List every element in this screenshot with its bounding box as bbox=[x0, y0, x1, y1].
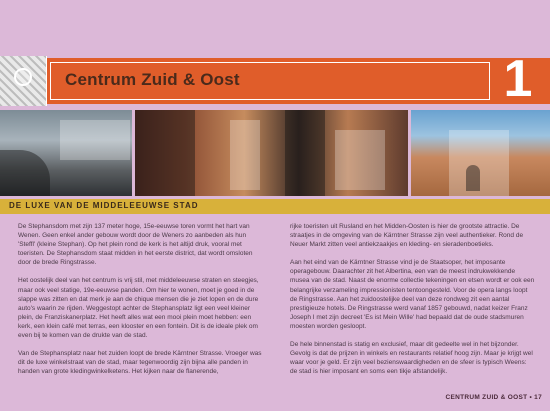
photo-church-facade bbox=[411, 110, 550, 196]
paragraph: De Stephansdom met zijn 137 meter hoge, 15e-eeuwse toren vormt het hart van Wenen. Geen enkel ander gebouw wordt door de Weners zo aanbeden als hun 'Steffl' (kleine Stephan). Op het plein rond de kerk is het altijd druk, vooral met toeristen. De Stephansdom staat midden in het eerste district, dat wordt omsloten door de brede Ringstrasse. bbox=[18, 223, 253, 267]
chapter-title: Centrum Zuid & Oost bbox=[65, 70, 240, 89]
running-footer: CENTRUM ZUID & OOST • 17 bbox=[445, 394, 542, 401]
chapter-number: 1 bbox=[503, 50, 533, 108]
paragraph: rijke toeristen uit Rusland en het Midden-Oosten is hier de grootste attractie. De straatjes in de omgeving van de Kärntner Strasse zijn veel authentieker. Rond de Neuer Markt zitten veel antiekzaakjes en kleding- en sieradenboetieks. bbox=[290, 223, 524, 249]
map-thumbnail-icon bbox=[0, 56, 47, 106]
photo-strip bbox=[0, 110, 550, 196]
paragraph: Van de Stephansplatz naar het zuiden loopt de brede Kärntner Strasse. Vroeger was dit de luxe winkelstraat van de stad, maar tegenwoordig zijn bijna alle panden in handen van grote kledingwinkelketens. Het kijken naar de flanerende, bbox=[18, 350, 262, 376]
photo-cafe-terrace bbox=[135, 110, 408, 196]
map-pin-icon bbox=[14, 68, 32, 86]
chapter-subtitle: DE LUXE VAN DE MIDDELEEUWSE STAD bbox=[9, 201, 199, 210]
paragraph: Het oostelijk deel van het centrum is vrij stil, met middeleeuwse straten en steegjes, maar ook veel statige, 19e-eeuwse panden. Om hier te wonen, moet je goed in de slappe was zitten en dat merk je aan de chique mensen die je ziet lopen en de dure auto's waarin ze rijden. Weggestopt achter de Stephansplatz ligt een veel kleiner plein, de Franziskanerplatz. Het heeft alles wat een mooi plein moet hebben: een kerk, een klein café met terras, een klooster en een fontein. Dit is de ideale plek om even bij te komen van de drukte van de stad. bbox=[18, 277, 259, 340]
paragraph: Aan het eind van de Kärntner Strasse vind je de Staatsoper, het imposante operagebouw. Daarachter zit het Albertina, een van de meest indrukwekkende musea van de stad. Naast de enorme collectie tekeningen en etsen wordt er ook een belangrijke verzameling impressionisten tentoongesteld. Voor de opera langs loopt de Ringstrasse. Aan het zuidoostelijke deel van deze rondweg zit een aantal prestigieuze hotels. De Ringstrasse werd vanaf 1857 gebouwd, nadat keizer Franz Joseph I met zijn decreet 'Es ist Mein Wille' had bepaald dat de oude stadsmuren moesten worden gesloopt. bbox=[290, 259, 535, 330]
photo-stephansdom-square bbox=[0, 110, 132, 196]
text-column-left bbox=[18, 222, 263, 385]
text-column-right bbox=[290, 222, 535, 385]
paragraph: De hele binnenstad is statig en exclusief, maar dit gedeelte wel in het bijzonder. Gevolg is dat de prijzen in winkels en restaurants relatief hoog zijn. Maar je krijgt wel waar voor je geld. Er zijn veel bezienswaardigheden en de sfeer is typisch Weens: de stad is hier imposant en soms een tikje afstandelijk. bbox=[290, 341, 533, 376]
